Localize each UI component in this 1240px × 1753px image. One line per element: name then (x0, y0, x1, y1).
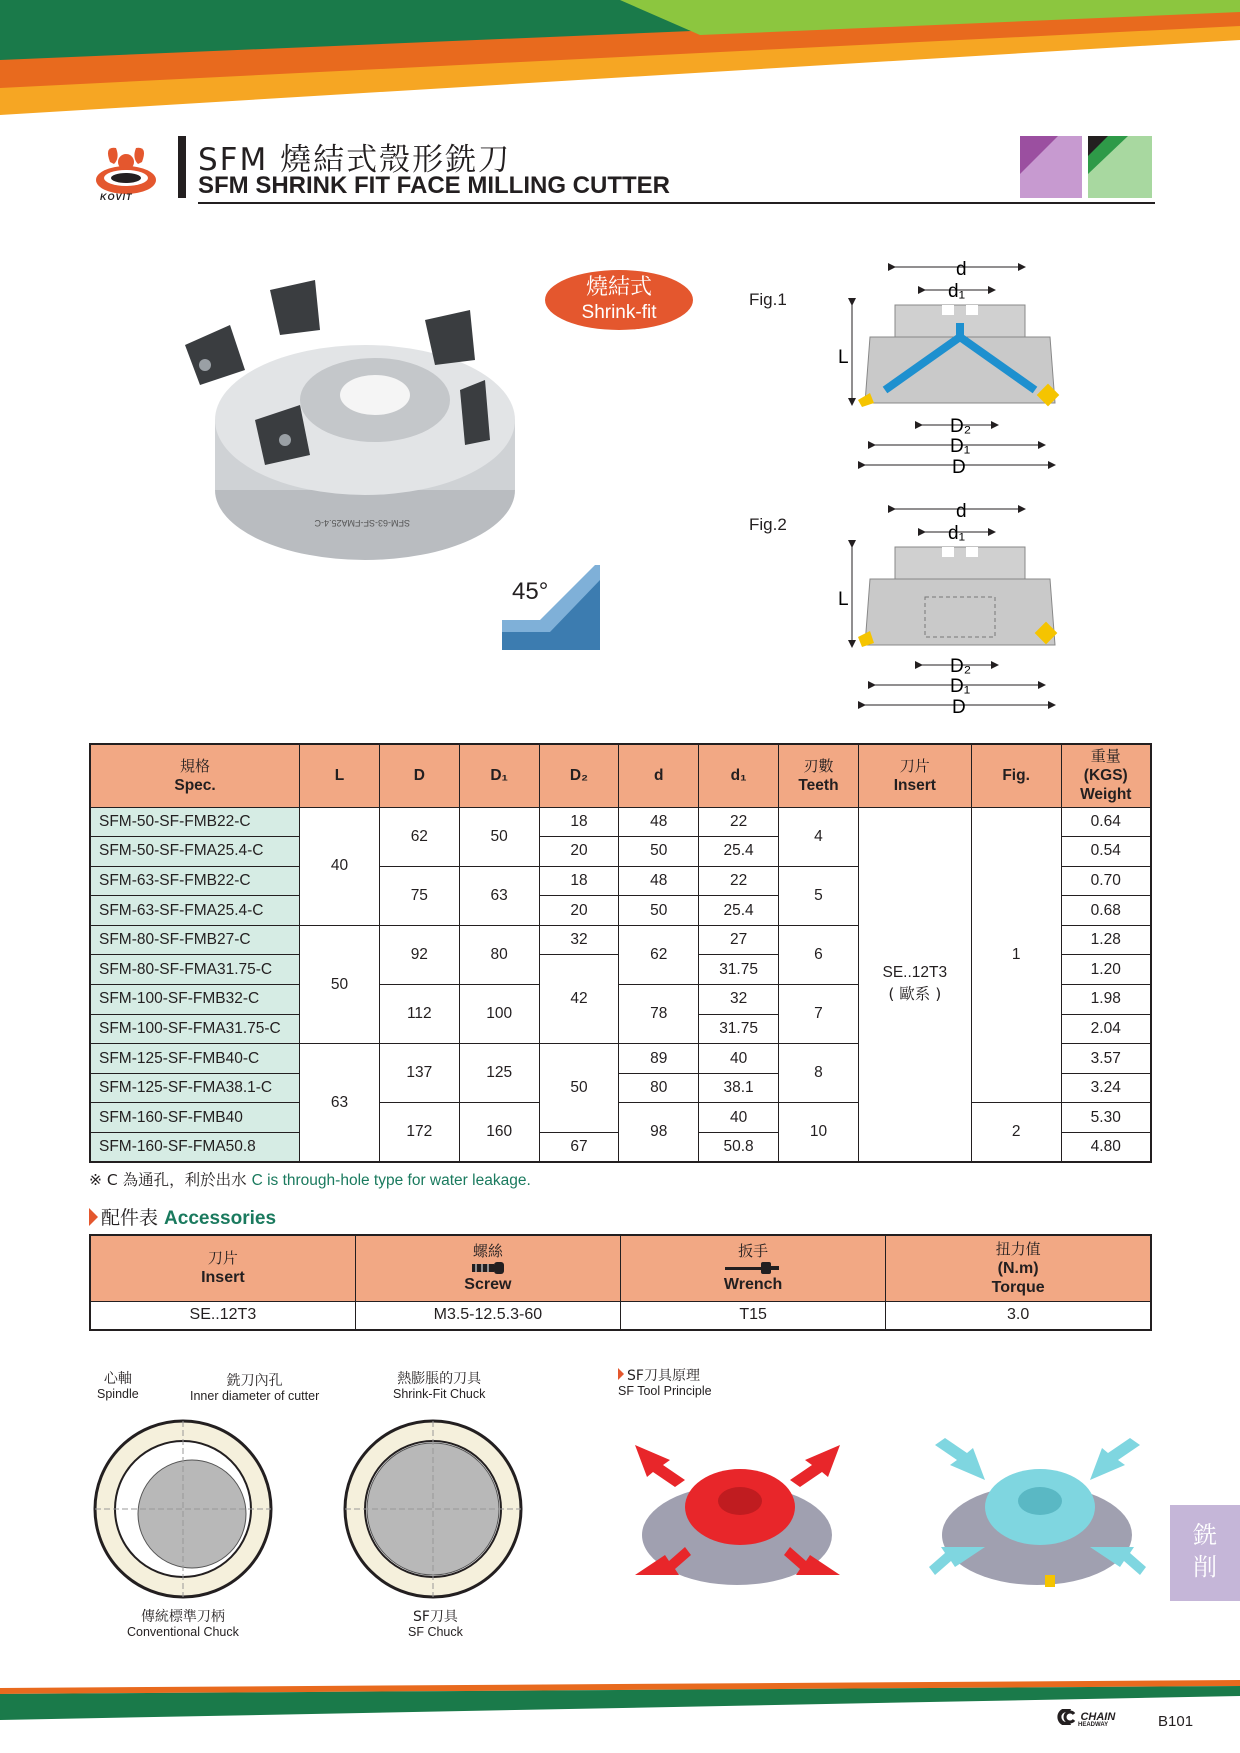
fig2-label: Fig.2 (749, 515, 787, 534)
d1-cell: 25.4 (699, 896, 779, 926)
triangle-icon (618, 1368, 624, 1380)
d1-cell: 38.1 (699, 1073, 779, 1103)
weight-cell: 0.68 (1061, 896, 1151, 926)
col-d1: d₁ (699, 744, 779, 807)
note-en: C is through-hole type for water leakage. (251, 1172, 531, 1189)
page-title-cn: SFM 燒結式殼形銑刀 (198, 142, 512, 178)
conventional-chuck-diagram (92, 1418, 274, 1600)
d1-cell: 31.75 (699, 1014, 779, 1044)
fig2-drawing (830, 497, 1070, 722)
accessories-table (89, 1234, 1152, 1331)
fig2-L: L (838, 589, 849, 610)
fig1-L: L (838, 347, 849, 368)
spec-table (89, 743, 1152, 1163)
D2-cell: 18 (539, 807, 619, 837)
D-cell: 112 (379, 985, 459, 1044)
d1-cell: 27 (699, 925, 779, 955)
fig-cell: 1 (971, 807, 1061, 1103)
weight-cell: 1.28 (1061, 925, 1151, 955)
D2-cell: 20 (539, 896, 619, 926)
teeth-cell: 8 (779, 1044, 859, 1103)
fig1-D2: D₂ (950, 416, 972, 437)
top-decorative-band (0, 0, 1240, 130)
fig1-drawing (830, 255, 1070, 480)
badge-en: Shrink-fit (581, 302, 657, 323)
col-d: d (619, 744, 699, 807)
screw-icon (470, 1261, 506, 1275)
shrink-fit-chuck-label: 熱膨脹的刀具 Shrink-Fit Chuck (393, 1371, 486, 1401)
fig1-d: d (956, 259, 967, 280)
spec-table-header (90, 744, 1151, 807)
fig1-D: D (952, 457, 966, 478)
section-side-tab[interactable] (1170, 1505, 1240, 1601)
page-title-en: SFM SHRINK FIT FACE MILLING CUTTER (198, 172, 670, 199)
weight-cell: 1.20 (1061, 955, 1151, 985)
d1-cell: 40 (699, 1044, 779, 1074)
spec-cell: SFM-50-SF-FMA25.4-C (90, 837, 300, 867)
d-cell: 78 (619, 985, 699, 1044)
triangle-icon (89, 1208, 98, 1226)
d1-cell: 25.4 (699, 837, 779, 867)
d-cell: 89 (619, 1044, 699, 1074)
title-underline (198, 202, 1155, 204)
D1-cell: 160 (459, 1103, 539, 1162)
side-tab-line2: 削 (1193, 1553, 1217, 1581)
spec-cell: SFM-63-SF-FMB22-C (90, 866, 300, 896)
note-cn: ※ C 為通孔，利於出水 (89, 1171, 252, 1189)
table-row (90, 1103, 1151, 1133)
d1-cell: 22 (699, 807, 779, 837)
teeth-cell: 10 (779, 1103, 859, 1162)
d-cell: 50 (619, 896, 699, 926)
bottom-decorative-band (0, 1680, 1240, 1720)
shrink-fit-badge (545, 270, 693, 330)
d-cell: 62 (619, 925, 699, 984)
chain-logo-icon (1056, 1709, 1076, 1725)
spec-cell: SFM-160-SF-FMB40 (90, 1103, 300, 1133)
spec-cell: SFM-100-SF-FMB32-C (90, 985, 300, 1015)
spec-cell: SFM-63-SF-FMA25.4-C (90, 896, 300, 926)
acc-screw: M3.5-12.5.3-60 (355, 1301, 620, 1330)
col-insert: 刀片 Insert (858, 744, 971, 807)
col-D1: D₁ (459, 744, 539, 807)
spec-cell: SFM-125-SF-FMA38.1-C (90, 1073, 300, 1103)
fig2-d: d (956, 501, 967, 522)
teeth-cell: 7 (779, 985, 859, 1044)
weight-cell: 0.64 (1061, 807, 1151, 837)
sf-principle-label: SF刀具原理 SF Tool Principle (618, 1368, 712, 1398)
D-cell: 137 (379, 1044, 459, 1103)
D2-cell: 32 (539, 925, 619, 955)
chain-headway-logo: CHAIN HEADWAY (1056, 1708, 1115, 1728)
engraving-text: SFM-63-SF-FMA25.4-C (314, 518, 410, 528)
page-header (90, 130, 1155, 210)
angle-45-icon (500, 560, 610, 660)
col-L: L (300, 744, 380, 807)
title-bar (178, 136, 186, 198)
accessories-row (90, 1301, 1151, 1330)
spec-cell: SFM-125-SF-FMB40-C (90, 1044, 300, 1074)
weight-cell: 2.04 (1061, 1014, 1151, 1044)
D1-cell: 80 (459, 925, 539, 984)
sf-chuck-diagram (342, 1418, 524, 1600)
D-cell: 92 (379, 925, 459, 984)
acc-insert: SE..12T3 (90, 1301, 355, 1330)
d1-cell: 40 (699, 1103, 779, 1133)
sf-chuck-label: SF刀具 SF Chuck (408, 1609, 463, 1639)
D-cell: 75 (379, 866, 459, 925)
L-cell: 40 (300, 807, 380, 925)
col-weight: 重量 (KGS) Weight (1061, 744, 1151, 807)
brand-name: KOVIT (100, 192, 133, 202)
d-cell: 50 (619, 837, 699, 867)
table-row (90, 807, 1151, 837)
principle-cooled-diagram (925, 1425, 1150, 1600)
fig2-D2: D₂ (950, 656, 972, 677)
col-fig: Fig. (971, 744, 1061, 807)
L-cell: 50 (300, 925, 380, 1043)
fig2-d1: d₁ (948, 523, 965, 544)
D2-cell: 67 (539, 1133, 619, 1163)
d1-cell: 31.75 (699, 955, 779, 985)
acc-col-screw: 螺絲 Screw (355, 1235, 620, 1301)
acc-col-wrench: 扳手 Wrench (621, 1235, 886, 1301)
d1-cell: 50.8 (699, 1133, 779, 1163)
category-icon (1018, 134, 1154, 202)
teeth-cell: 5 (779, 866, 859, 925)
weight-cell: 4.80 (1061, 1133, 1151, 1163)
d-cell: 98 (619, 1103, 699, 1162)
badge-cn: 燒結式 (585, 275, 652, 300)
acc-wrench: T15 (621, 1301, 886, 1330)
fig2-D: D (952, 697, 966, 718)
D2-cell: 20 (539, 837, 619, 867)
D-cell: 62 (379, 807, 459, 866)
L-cell: 63 (300, 1044, 380, 1162)
angle-label: 45° (512, 578, 549, 605)
D2-cell: 50 (539, 1044, 619, 1133)
weight-cell: 5.30 (1061, 1103, 1151, 1133)
col-teeth: 刃數 Teeth (779, 744, 859, 807)
wrench-icon (723, 1261, 783, 1275)
weight-cell: 0.54 (1061, 837, 1151, 867)
page-number: B101 (1158, 1713, 1194, 1730)
accessories-header (90, 1235, 1151, 1301)
weight-cell: 1.98 (1061, 985, 1151, 1015)
fig1-d1: d₁ (948, 281, 965, 302)
spindle-label: 心軸 Spindle (97, 1371, 139, 1401)
D1-cell: 125 (459, 1044, 539, 1103)
D1-cell: 50 (459, 807, 539, 866)
spec-cell: SFM-80-SF-FMB27-C (90, 925, 300, 955)
acc-col-insert: 刀片 Insert (90, 1235, 355, 1301)
side-tab-line1: 銑 (1193, 1521, 1217, 1549)
d-cell: 80 (619, 1073, 699, 1103)
conventional-chuck-label: 傳統標準刀柄 Conventional Chuck (127, 1609, 239, 1639)
weight-cell: 0.70 (1061, 866, 1151, 896)
teeth-cell: 6 (779, 925, 859, 984)
weight-cell: 3.57 (1061, 1044, 1151, 1074)
D2-cell: 42 (539, 955, 619, 1044)
weight-cell: 3.24 (1061, 1073, 1151, 1103)
fig1-D1: D₁ (950, 436, 971, 457)
insert-cell: SE..12T3 ( 歐系 ) (858, 807, 971, 1162)
D1-cell: 63 (459, 866, 539, 925)
d-cell: 48 (619, 866, 699, 896)
fig1-label: Fig.1 (749, 290, 787, 309)
spec-cell: SFM-160-SF-FMA50.8 (90, 1133, 300, 1163)
acc-torque: 3.0 (886, 1301, 1151, 1330)
spec-cell: SFM-50-SF-FMB22-C (90, 807, 300, 837)
fig-cell: 2 (971, 1103, 1061, 1162)
d1-cell: 32 (699, 985, 779, 1015)
D2-cell: 18 (539, 866, 619, 896)
acc-col-torque: 扭力值 (N.m) Torque (886, 1235, 1151, 1301)
accessories-title: 配件表 Accessories (89, 1203, 276, 1230)
D1-cell: 100 (459, 985, 539, 1044)
D-cell: 172 (379, 1103, 459, 1162)
through-hole-note (89, 1168, 531, 1190)
inner-diameter-label: 銑刀內孔 Inner diameter of cutter (190, 1373, 320, 1403)
d-cell: 48 (619, 807, 699, 837)
principle-heated-diagram (625, 1425, 850, 1600)
product-photo (170, 270, 540, 590)
d1-cell: 22 (699, 866, 779, 896)
fig2-D1: D₁ (950, 676, 971, 697)
col-D2: D₂ (539, 744, 619, 807)
teeth-cell: 4 (779, 807, 859, 866)
col-spec: 規格 Spec. (90, 744, 300, 807)
col-D: D (379, 744, 459, 807)
spec-cell: SFM-100-SF-FMA31.75-C (90, 1014, 300, 1044)
spec-cell: SFM-80-SF-FMA31.75-C (90, 955, 300, 985)
